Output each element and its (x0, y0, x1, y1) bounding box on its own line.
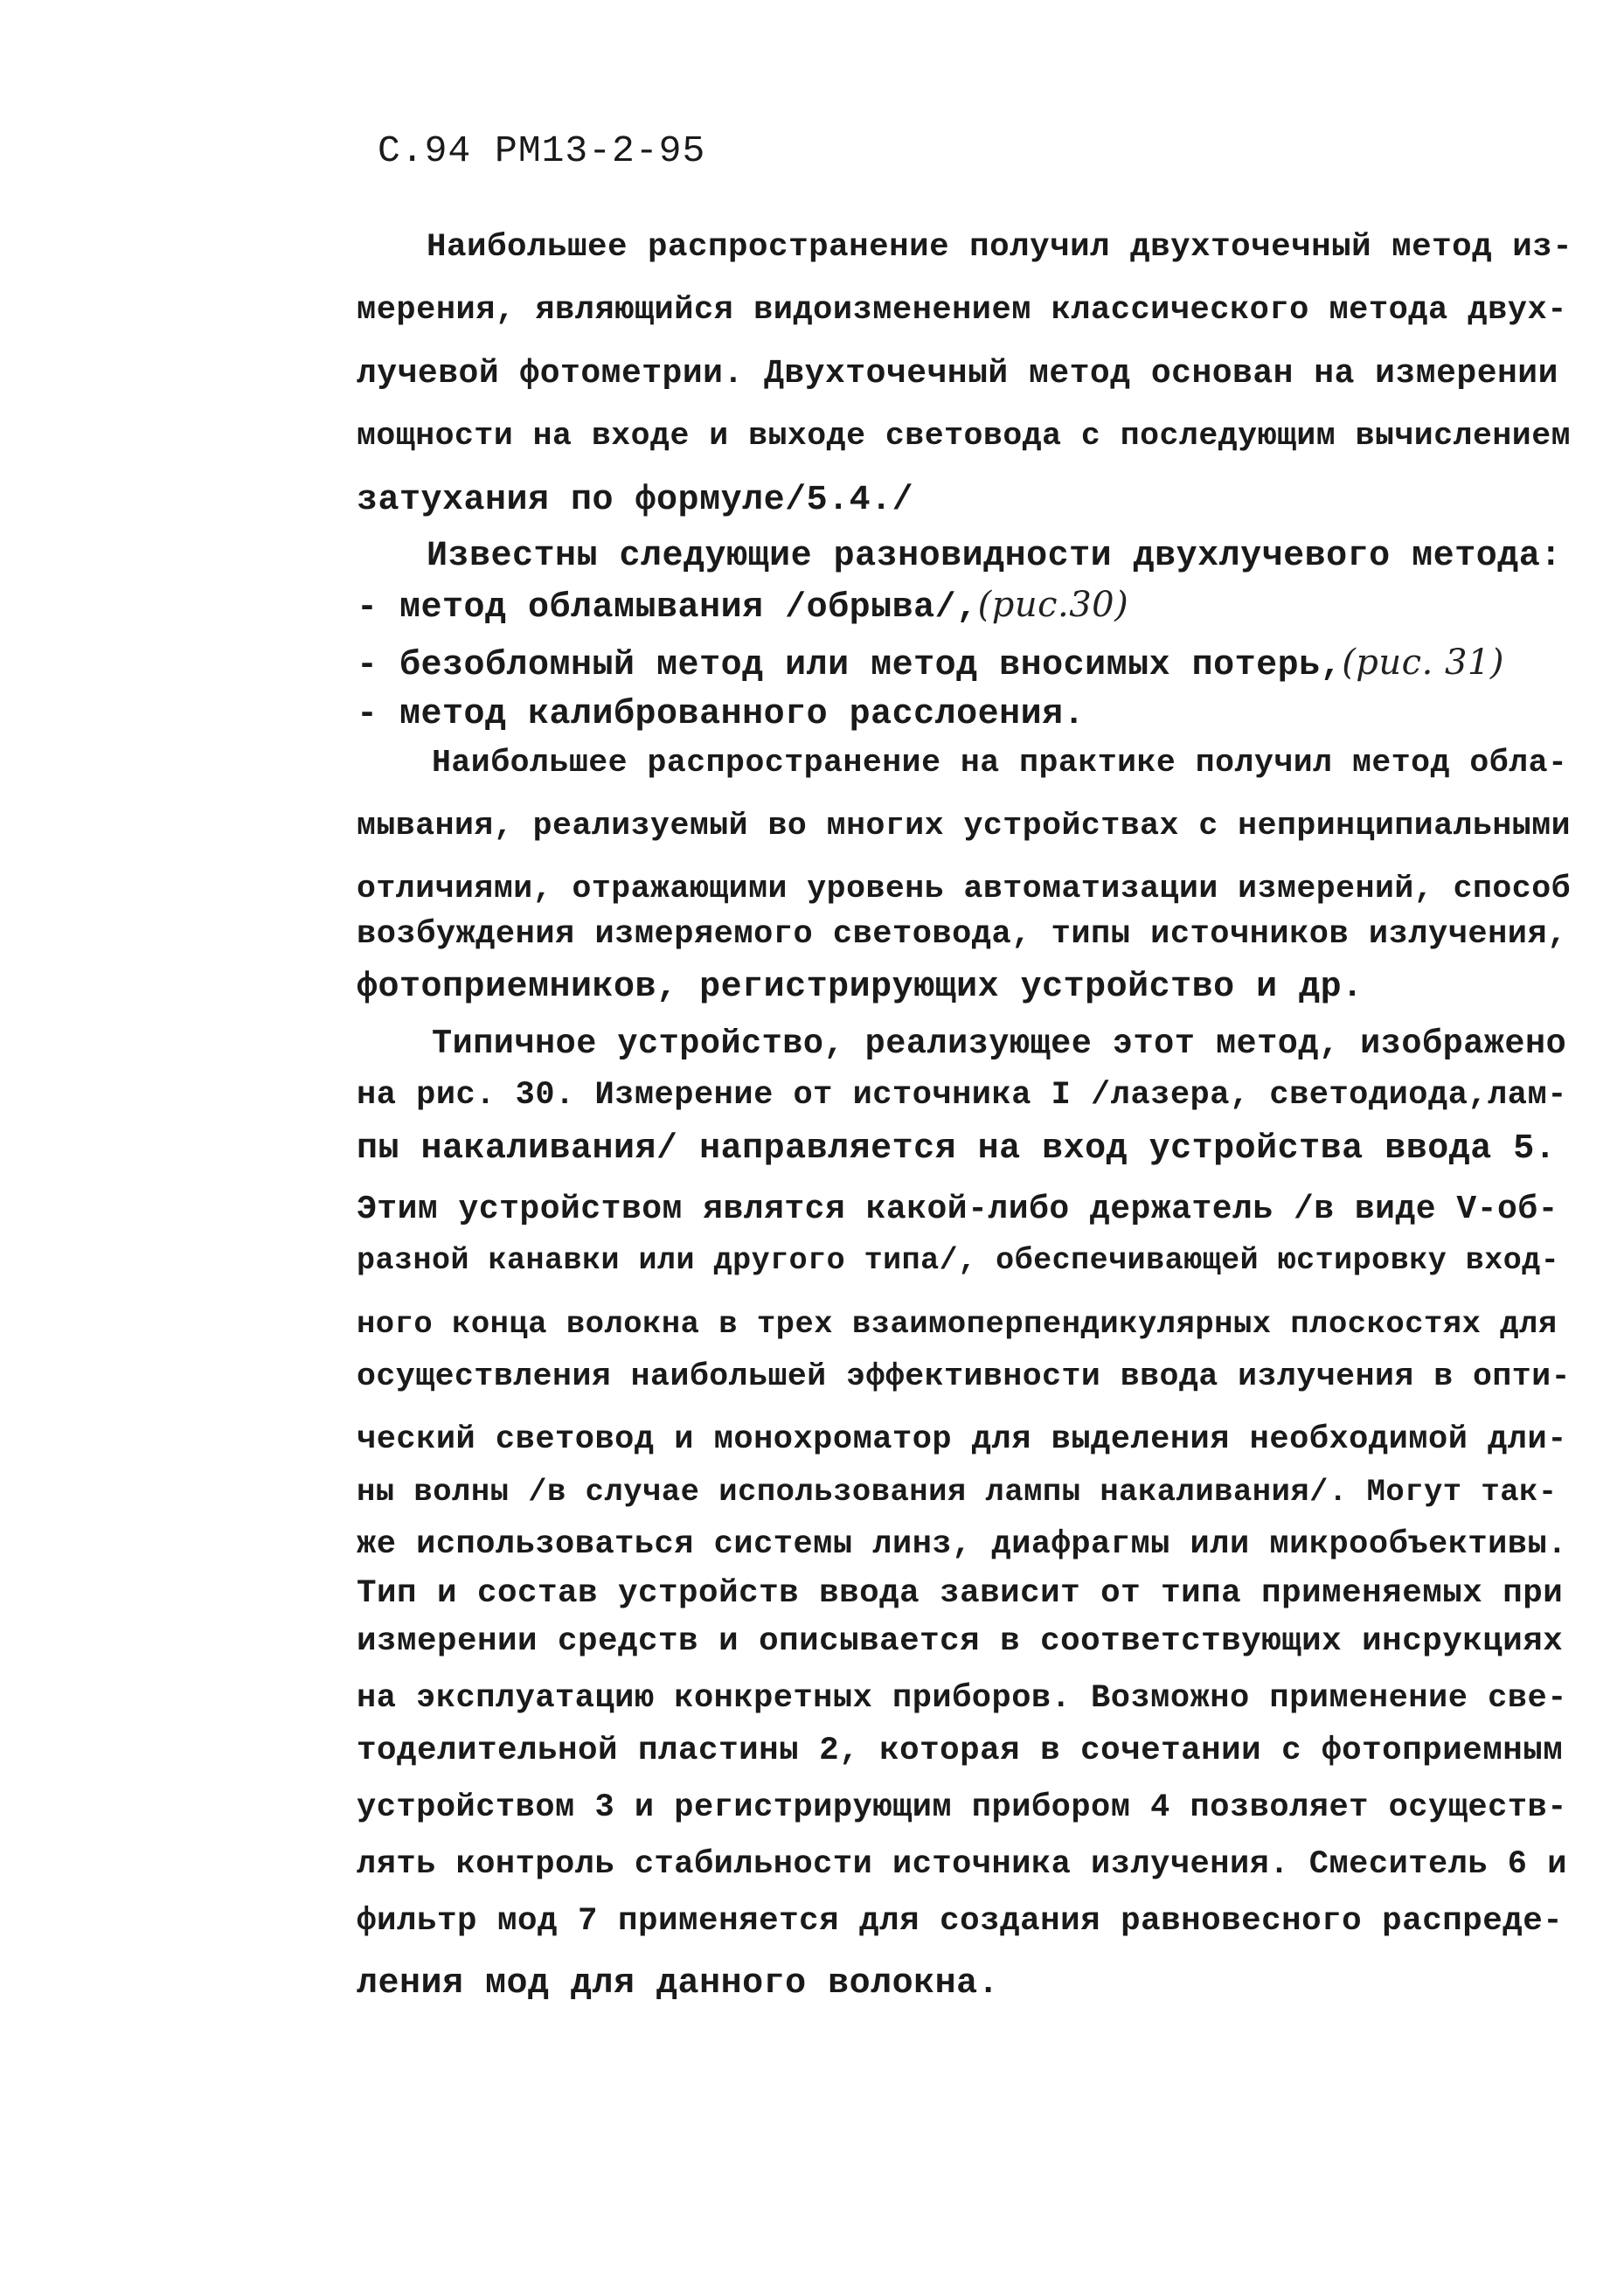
para3-line: тоделительной пластины 2, которая в сочетании с фотоприемным (357, 1733, 1564, 1769)
para3-line: Тип и состав устройств ввода зависит от типа применяемых при (357, 1575, 1564, 1612)
list-item-text: - метод обламывания /обрыва/, (357, 588, 978, 628)
para2-line: мывания, реализуемый во многих устройствах с непринципиальными (357, 808, 1572, 844)
handwritten-figure-reference: (рис. 31) (1342, 642, 1504, 683)
para2-line: Наибольшее распространение на практике получил метод обла- (432, 745, 1568, 781)
para3-line: ного конца волокна в трех взаимоперпендикулярных плоскостях для (357, 1306, 1558, 1342)
para3-line: пы накаливания/ направляется на вход устройства ввода 5. (357, 1129, 1557, 1169)
para3-line: ческий световод и монохроматор для выделения необходимой дли- (357, 1421, 1567, 1458)
para1-line: мерения, являющийся видоизменением классического метода двух- (357, 292, 1567, 329)
list-item (357, 587, 1128, 626)
list-intro: Известны следующие разновидности двухлучевого метода: (427, 537, 1562, 576)
para1-line: мощности на входе и выходе световода с последующим вычислением (357, 418, 1572, 454)
para3-line: разной канавки или другого типа/, обеспечивающей юстировку вход- (357, 1243, 1560, 1278)
para2-line: отличиями, отражающими уровень автоматизации измерений, способ (357, 871, 1572, 906)
list-item-text: - метод калиброванного расслоения. (357, 695, 1086, 734)
page-header: С.94 РМ13-2-95 (378, 129, 706, 172)
handwritten-figure-reference: (рис.30) (977, 585, 1129, 625)
list-item (357, 642, 1504, 685)
para3-line: на рис. 30. Измерение от источника I /лазера, светодиода,лам- (357, 1077, 1567, 1114)
para1-line: затухания по формуле/5.4./ (357, 481, 914, 520)
para3-line: измерении средств и описывается в соответствующих инсрукциях (357, 1623, 1564, 1660)
para3-line: Типичное устройство, реализующее этот метод, изображено (432, 1024, 1567, 1063)
list-item-text: - безобломный метод или метод вносимых потерь, (357, 646, 1343, 685)
para3-line: же использоваться системы линз, диафрагмы или микрообъективы. (357, 1526, 1567, 1563)
para3-line: осуществления наибольшей эффективности ввода излучения в опти- (357, 1358, 1572, 1394)
para3-line: фильтр мод 7 применяется для создания равновесного распреде- (357, 1903, 1564, 1940)
para3-line: устройством 3 и регистрирующим прибором 4 позволяет осуществ- (357, 1789, 1567, 1826)
para3-line: на эксплуатацию конкретных приборов. Возможно применение све- (357, 1680, 1567, 1717)
para1-line: лучевой фотометрии. Двухточечный метод основан на измерении (357, 355, 1558, 392)
para3-line: Этим устройством являтся какой-либо держатель /в виде V-об- (357, 1191, 1558, 1228)
para1-line: Наибольшее распространение получил двухточечный метод из- (427, 229, 1573, 266)
para2-line: возбуждения измеряемого световода, типы источников излучения, (357, 916, 1567, 953)
list-item (357, 695, 1086, 734)
para3-line: ны волны /в случае использования лампы накаливания/. Могут так- (357, 1474, 1558, 1510)
para3-line: лять контроль стабильности источника излучения. Смеситель 6 и (357, 1846, 1567, 1883)
para3-line: ления мод для данного волокна. (357, 1964, 1000, 2004)
para2-line: фотоприемников, регистрирующих устройство и др. (357, 968, 1364, 1007)
